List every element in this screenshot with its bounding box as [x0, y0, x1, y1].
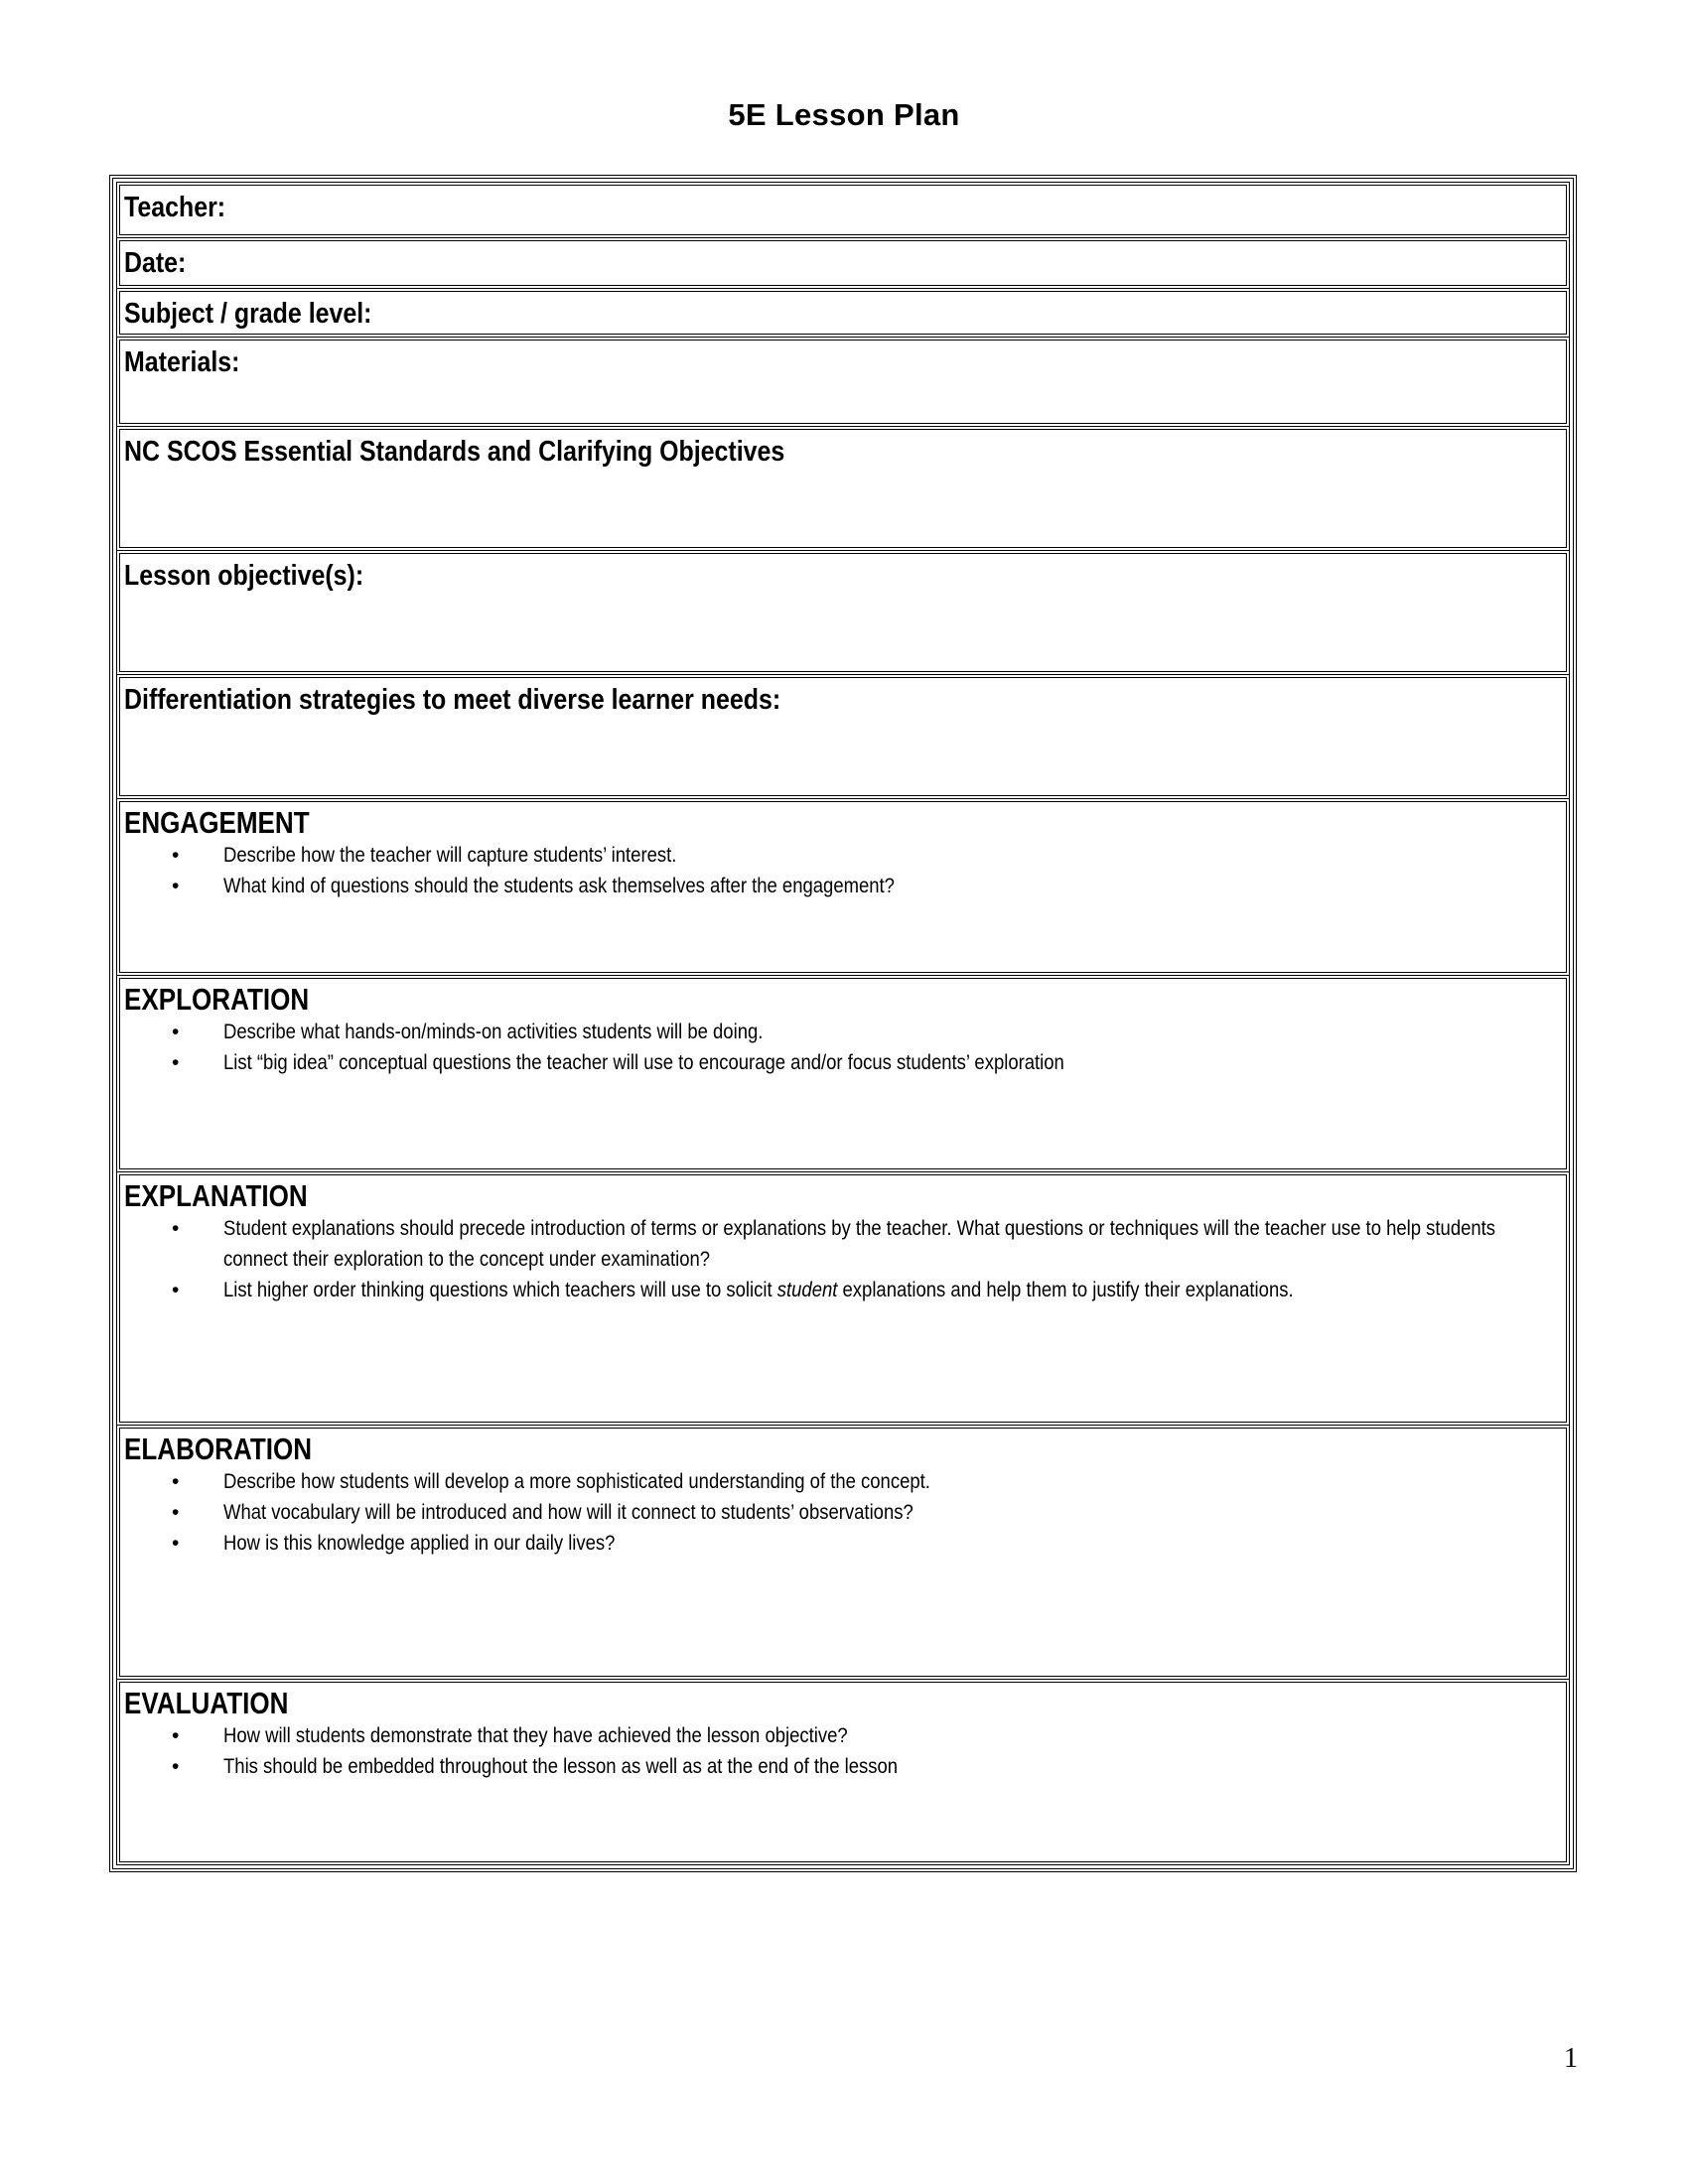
- elaboration-section[interactable]: [116, 1425, 1570, 1680]
- bullet-icon: •: [172, 875, 180, 897]
- bullet-icon: •: [172, 1021, 180, 1043]
- page-number: 1: [1564, 2043, 1578, 2074]
- evaluation-section[interactable]: [116, 1679, 1570, 1865]
- materials-label: Materials:: [124, 346, 240, 378]
- list-item: • What vocabulary will be introduced and how will it connect to students’ observations?: [124, 1497, 1562, 1528]
- materials-row[interactable]: [116, 337, 1570, 427]
- bullet-icon: •: [172, 1532, 180, 1555]
- evaluation-bullets: [124, 1720, 1562, 1782]
- date-row[interactable]: [116, 237, 1570, 289]
- bullet-icon: •: [172, 1217, 180, 1240]
- list-item: • List higher order thinking questions which teachers will use to solicit student explanations and help them to justify their explanations.: [124, 1275, 1562, 1305]
- lesson-objectives-label: Lesson objective(s):: [124, 560, 364, 592]
- lesson-plan-form: [109, 175, 1577, 1872]
- list-item: • What kind of questions should the students ask themselves after the engagement?: [124, 871, 1562, 901]
- list-item: • Describe how the teacher will capture students’ interest.: [124, 840, 1562, 871]
- bullet-icon: •: [172, 1470, 180, 1493]
- list-item: • Student explanations should precede introduction of terms or explanations by the teacher. What questions or techniques will the teacher use to help students connect their exploration to the concept under examination?: [124, 1213, 1562, 1275]
- exploration-section[interactable]: [116, 975, 1570, 1172]
- teacher-row[interactable]: [116, 182, 1570, 238]
- list-item: • Describe what hands-on/minds-on activities students will be doing.: [124, 1017, 1562, 1047]
- differentiation-row[interactable]: [116, 674, 1570, 799]
- bullet-icon: •: [172, 1279, 180, 1301]
- list-item: • How is this knowledge applied in our daily lives?: [124, 1528, 1562, 1559]
- standards-label: NC SCOS Essential Standards and Clarifying Objectives: [124, 436, 785, 468]
- teacher-label: Teacher:: [124, 192, 226, 223]
- list-item: • Describe how students will develop a more sophisticated understanding of the concept.: [124, 1466, 1562, 1497]
- bullet-icon: •: [172, 1755, 180, 1778]
- explanation-bullets: [124, 1213, 1562, 1305]
- objectives-row[interactable]: [116, 550, 1570, 675]
- evaluation-heading: EVALUATION: [124, 1686, 289, 1720]
- page-title: 5E Lesson Plan: [728, 97, 960, 132]
- date-label: Date:: [124, 247, 187, 279]
- subject-row[interactable]: [116, 288, 1570, 338]
- explanation-heading: EXPLANATION: [124, 1178, 308, 1213]
- engagement-bullets: [124, 840, 1562, 901]
- emphasis-text: student: [776, 1279, 838, 1301]
- explanation-section[interactable]: [116, 1171, 1570, 1426]
- differentiation-label: Differentiation strategies to meet diverse learner needs:: [124, 684, 781, 716]
- subject-grade-label: Subject / grade level:: [124, 298, 372, 330]
- list-item: • How will students demonstrate that they have achieved the lesson objective?: [124, 1720, 1562, 1751]
- engagement-section[interactable]: [116, 798, 1570, 976]
- elaboration-bullets: [124, 1466, 1562, 1559]
- exploration-bullets: [124, 1017, 1562, 1078]
- standards-row[interactable]: [116, 426, 1570, 551]
- list-item: • This should be embedded throughout the lesson as well as at the end of the lesson: [124, 1751, 1562, 1782]
- list-item: • List “big idea” conceptual questions the teacher will use to encourage and/or focus students’ exploration: [124, 1047, 1562, 1078]
- elaboration-heading: ELABORATION: [124, 1432, 313, 1466]
- bullet-icon: •: [172, 1501, 180, 1524]
- bullet-icon: •: [172, 1051, 180, 1074]
- bullet-icon: •: [172, 1724, 180, 1747]
- bullet-icon: •: [172, 844, 180, 867]
- engagement-heading: ENGAGEMENT: [124, 805, 310, 840]
- exploration-heading: EXPLORATION: [124, 982, 310, 1017]
